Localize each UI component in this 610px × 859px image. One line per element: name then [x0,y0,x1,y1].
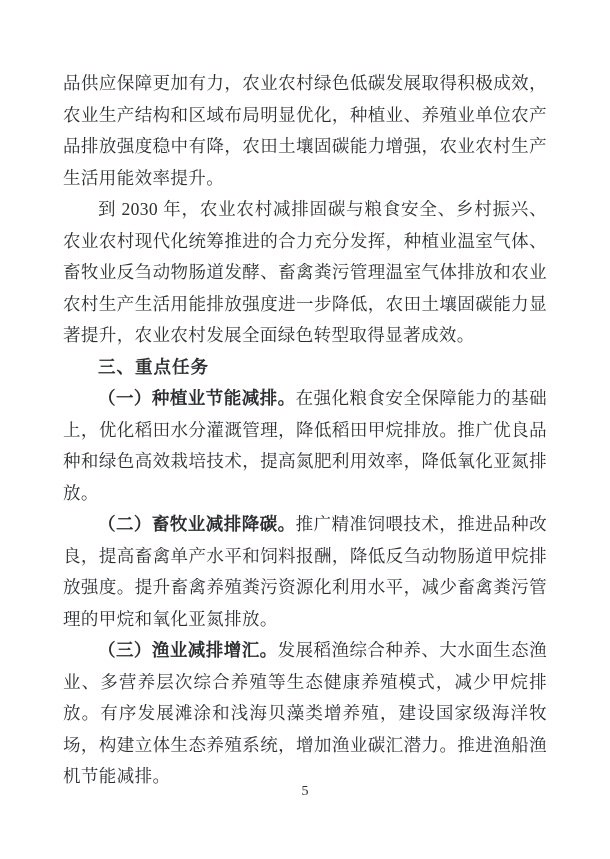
document-body [63,68,547,793]
task-1-text: 在强化粮食安全保障能力的基础上，优化稻田水分灌溉管理，降低稻田甲烷排放。推广优良品种和绿色高效栽培技术，提高氮肥利用效率，降低氧化亚氮排放。 [63,388,547,503]
task-1-title: （一）种植业节能减排。 [98,388,296,408]
page-number: 5 [301,784,309,799]
task-2-text: 推广精准饲喂技术，推进品种改良，提高畜禽单产水平和饲料报酬，降低反刍动物肠道甲烷排放强度。提升畜禽养殖粪污资源化利用水平，减少畜禽粪污管理的甲烷和氧化亚氮排放。 [63,514,547,629]
section-heading: 三、重点任务 [98,356,209,377]
task-3-text: 发展稻渔综合种养、大水面生态渔业、多营养层次综合养殖等生态健康养殖模式，减少甲烷排放。有序发展滩涂和浅海贝藻类增养殖，建设国家级海洋牧场，构建立体生态养殖系统，增加渔业碳汇潜力。推进渔船渔机节能减排。 [63,640,547,786]
task-2-title: （二）畜牧业减排降碳。 [98,514,296,534]
task-paragraph-1 [63,383,547,509]
paragraph-2030-goal: 到 2030 年，农业农村减排固碳与粮食安全、乡村振兴、农业农村现代化统筹推进的合力充分发挥，种植业温室气体、畜牧业反刍动物肠道发酵、畜禽粪污管理温室气体排放和农业农村生产生活用能排放强度进一步降低，农田土壤固碳能力显著提升，农业农村发展全面绿色转型取得显著成效。 [63,199,547,345]
paragraph-continuation: 品供应保障更加有力，农业农村绿色低碳发展取得积极成效，农业生产结构和区域布局明显优化，种植业、养殖业单位农产品排放强度稳中有降，农田土壤固碳能力增强，农业农村生产生活用能效率提升。 [63,73,547,188]
task-paragraph-3 [63,635,547,793]
task-paragraph-2 [63,509,547,635]
task-3-title: （三）渔业减排增汇。 [98,640,278,660]
